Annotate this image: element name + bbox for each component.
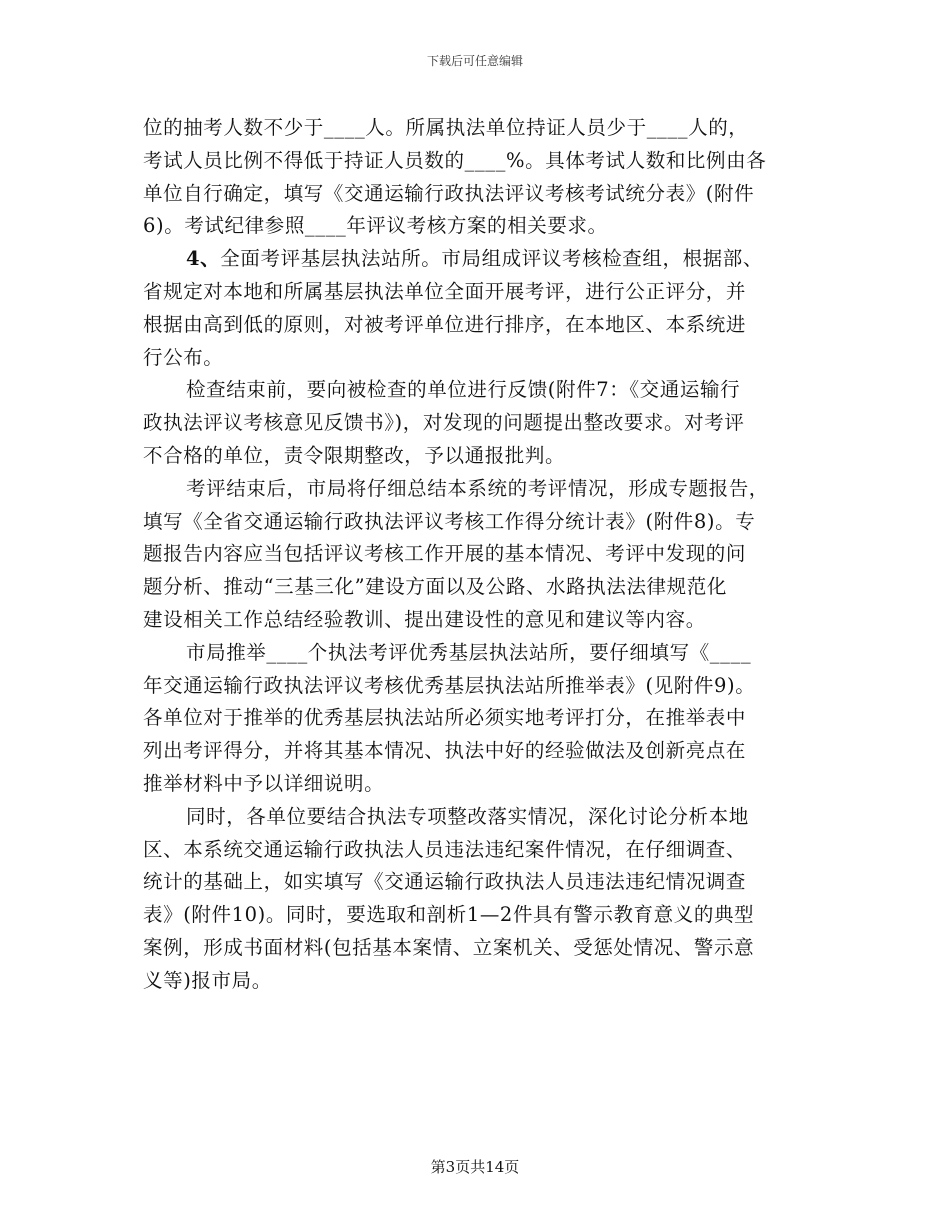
page-number: 第3页共14页 xyxy=(430,1158,520,1176)
section-heading-line xyxy=(143,243,806,276)
text-line: 各单位对于推举的优秀基层执法站所必须实地考评打分，在推举表中 xyxy=(143,706,747,730)
paragraph-first-line: 市局推举____个执法考评优秀基层执法站所，要仔细填写《____ xyxy=(186,640,752,664)
text-line: 单位自行确定，填写《交通运输行政执法评议考核考试统分表》(附件 xyxy=(143,181,755,205)
paragraph-first-line: 同时，各单位要结合执法专项整改落实情况，深化讨论分析本地 xyxy=(186,804,749,828)
text-line: 位的抽考人数不少于____人。所属执法单位持证人员少于____人的， xyxy=(143,116,749,139)
text-line: 义等)报市局。 xyxy=(143,968,272,992)
text-line: 建设相关工作总结经验教训、提出建设性的意见和建议等内容。 xyxy=(143,607,706,631)
text-line: 政执法评议考核意见反馈书》)，对发现的问题提出整改要求。对考评 xyxy=(143,411,745,435)
text-line: 行公布。 xyxy=(143,345,224,369)
text-line: 列出考评得分，并将其基本情况、执法中好的经验做法及创新亮点在 xyxy=(143,739,747,763)
paragraph-first-line: 检查结束前，要向被检查的单位进行反馈(附件7：《交通运输行 xyxy=(186,378,741,402)
text-line: 填写《全省交通运输行政执法评议考核工作得分统计表》(附件8)。专 xyxy=(143,509,756,533)
text-line: 表》(附件10)。同时，要选取和剖析1—2件具有警示教育意义的典型 xyxy=(143,903,755,927)
text-line: 区、本系统交通运输行政执法人员违法违纪案件情况，在仔细调查、 xyxy=(143,837,747,861)
text-line-content: 全面考评基层执法站所。市局组成评议考核检查组，根据部、 xyxy=(220,247,763,271)
text-line: 省规定对本地和所属基层执法单位全面开展考评，进行公正评分，并 xyxy=(143,279,747,303)
paragraph-first-line: 考评结束后，市局将仔细总结本系统的考评情况，形成专题报告， xyxy=(186,476,769,500)
page-header: 下载后可任意编辑 xyxy=(426,54,523,68)
document-body xyxy=(143,112,806,998)
text-line: 根据由高到低的原则，对被考评单位进行排序，在本地区、本系统进 xyxy=(143,312,747,336)
text-line: 考试人员比例不得低于持证人员数的____%。具体考试人数和比例由各 xyxy=(143,148,767,172)
text-line: 题报告内容应当包括评议考核工作开展的基本情况、考评中发现的问 xyxy=(143,542,747,566)
text-line: 统计的基础上，如实填写《交通运输行政执法人员违法违纪情况调查 xyxy=(143,870,747,894)
text-line: 案例，形成书面材料(包括基本案情、立案机关、受惩处情况、警示意 xyxy=(143,935,755,959)
text-line: 年交通运输行政执法评议考核优秀基层执法站所推举表》(见附件9)。 xyxy=(143,673,756,697)
text-line: 题分析、推动“三基三化”建设方面以及公路、水路执法法律规范化 xyxy=(143,575,727,599)
text-line: 6)。考试纪律参照____年评议考核方案的相关要求。 xyxy=(143,214,608,238)
text-line: 推举材料中予以详细说明。 xyxy=(143,771,385,795)
text-line: 不合格的单位，责令限期整改，予以通报批判。 xyxy=(143,443,566,467)
section-number: 4、 xyxy=(186,247,221,271)
